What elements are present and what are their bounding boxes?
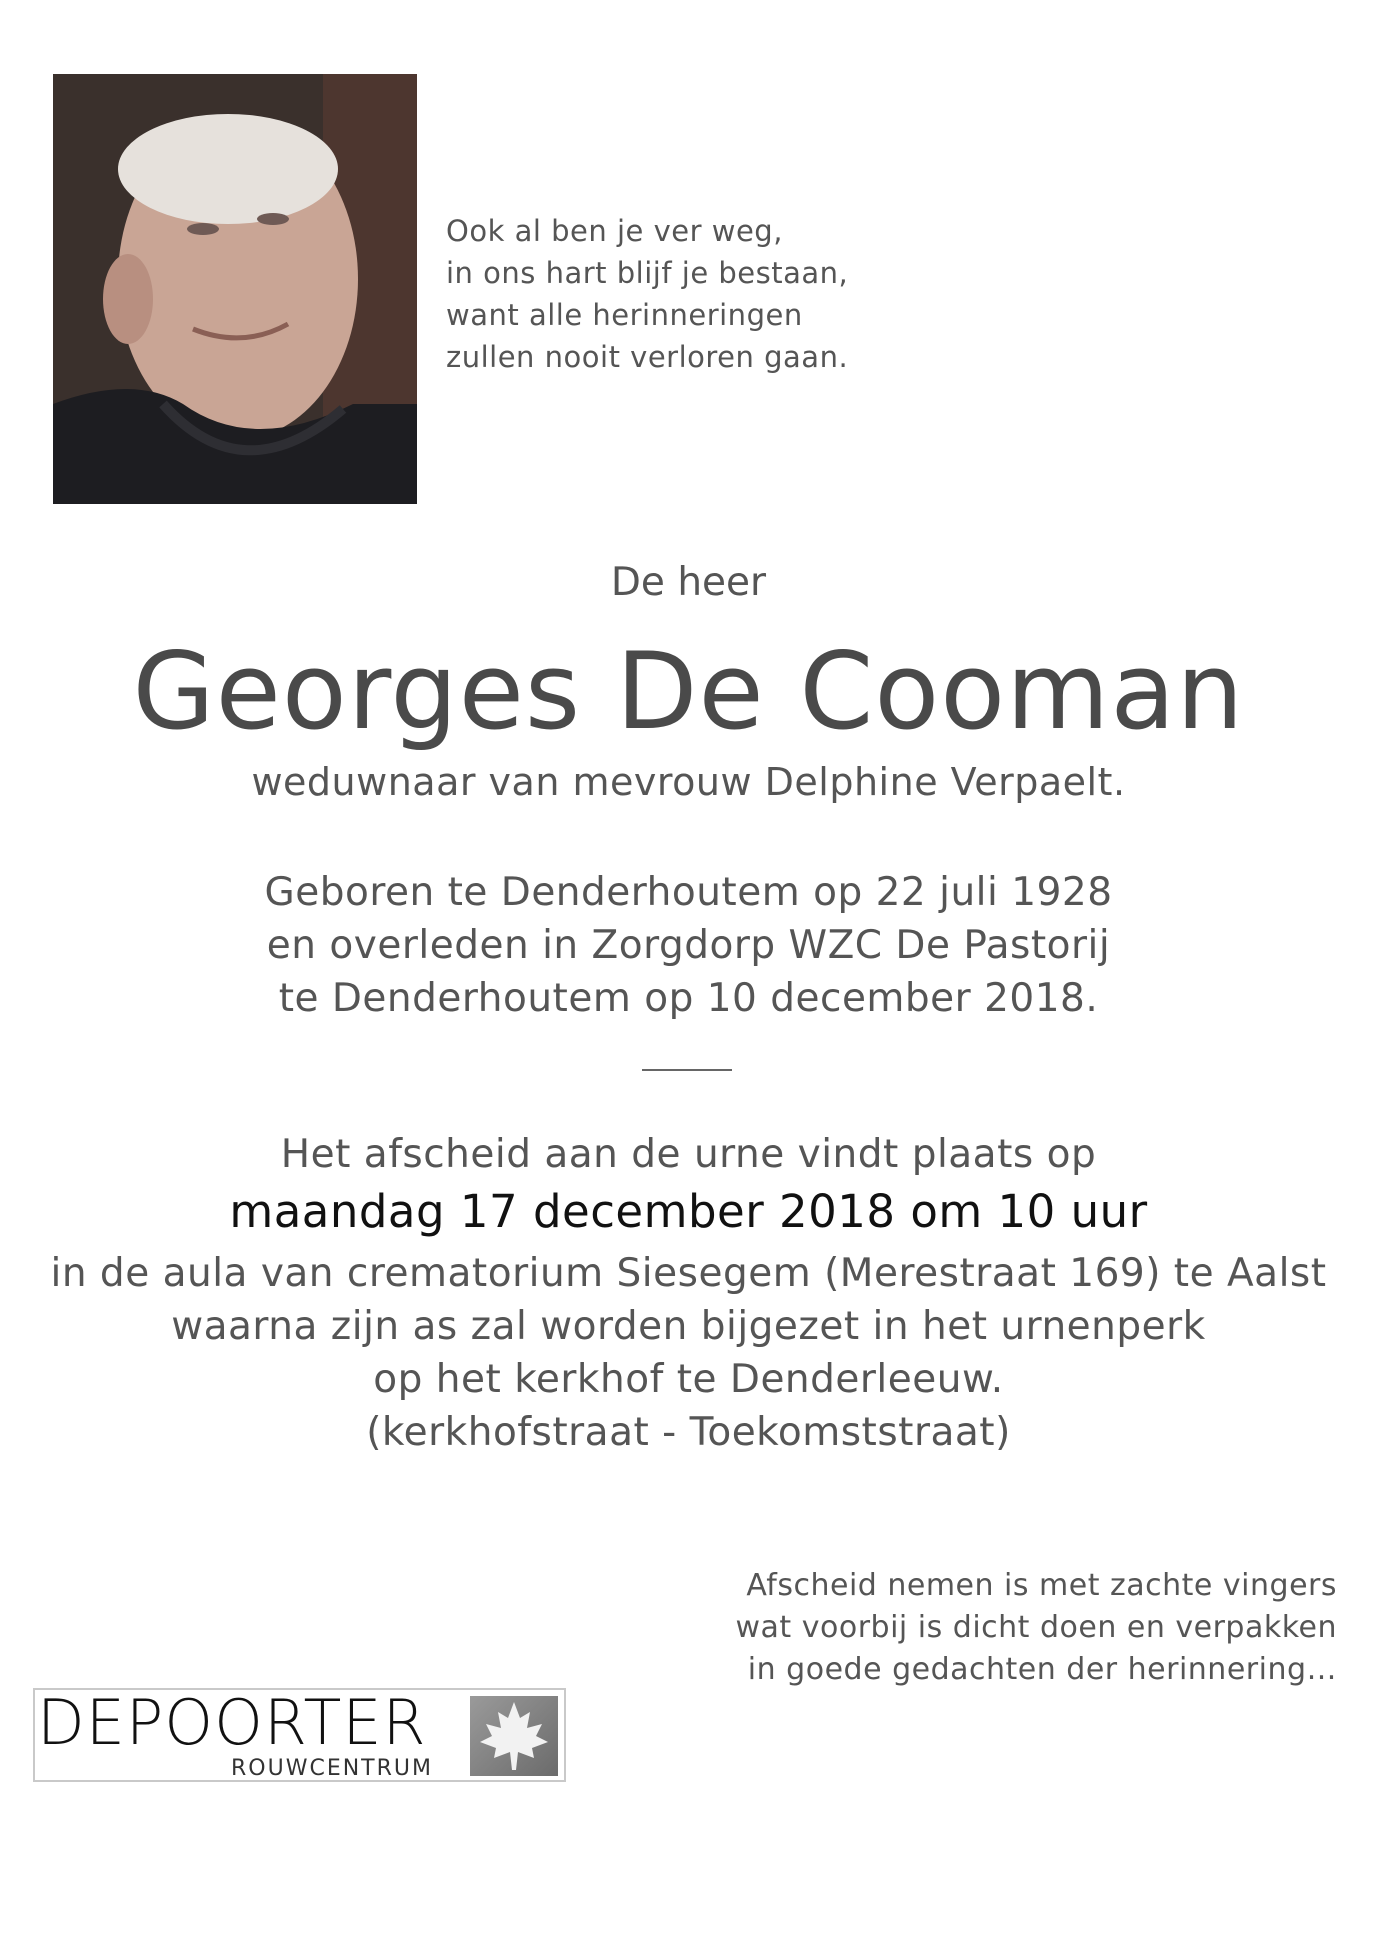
funeral-detail-line: in de aula van crematorium Siesegem (Merestraat 169) te Aalst: [50, 1251, 1327, 1296]
poem-line: in goede gedachten der herinnering…: [747, 1652, 1337, 1687]
maple-leaf-icon-graphic: [470, 1696, 558, 1776]
funeral-detail-line: waarna zijn as zal worden bijgezet in het urnenperk: [171, 1304, 1206, 1349]
portrait-illustration: [53, 74, 417, 504]
poem-line: in ons hart blijf je bestaan,: [446, 256, 849, 290]
honorific: De heer: [610, 560, 767, 605]
poem-line: Ook al ben je ver weg,: [446, 214, 783, 248]
portrait-photo: [53, 74, 417, 504]
funeral-detail-line: (kerkhofstraat - Toekomststraat): [366, 1410, 1011, 1455]
separator-line: [642, 1069, 732, 1071]
poem-line: wat voorbij is dicht doen en verpakken: [735, 1610, 1337, 1645]
poem-line: Afscheid nemen is met zachte vingers: [746, 1568, 1337, 1603]
logo-name: DEPOORTER: [37, 1686, 427, 1759]
birth-death-info: [0, 866, 1377, 1025]
opening-poem: [446, 210, 848, 378]
funeral-intro: Het afscheid aan de urne vindt plaats op: [280, 1132, 1097, 1177]
widower-line: weduwnaar van mevrouw Delphine Verpaelt.: [251, 760, 1126, 804]
funeral-home-logo: [33, 1688, 566, 1782]
logo-subtitle: ROUWCENTRUM: [231, 1756, 433, 1781]
poem-line: want alle herinneringen: [446, 298, 803, 332]
life-line: en overleden in Zorgdorp WZC De Pastorij: [266, 923, 1111, 968]
poem-line: zullen nooit verloren gaan.: [446, 340, 849, 374]
deceased-name: Georges De Cooman: [132, 630, 1245, 753]
funeral-details: [0, 1247, 1377, 1459]
funeral-date: maandag 17 december 2018 om 10 uur: [229, 1185, 1148, 1238]
life-line: Geboren te Denderhoutem op 22 juli 1928: [264, 870, 1113, 915]
funeral-detail-line: op het kerkhof te Denderleeuw.: [373, 1357, 1004, 1402]
life-line: te Denderhoutem op 10 december 2018.: [278, 976, 1099, 1021]
closing-poem: [736, 1565, 1337, 1691]
maple-leaf-icon: [470, 1696, 558, 1776]
